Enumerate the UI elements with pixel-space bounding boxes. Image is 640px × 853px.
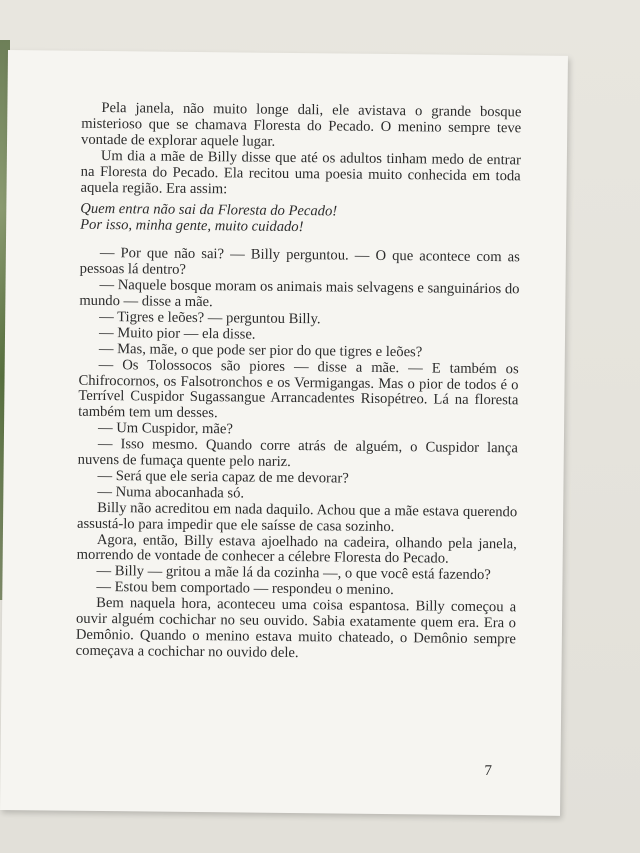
page-text <box>76 101 522 664</box>
paragraph: — Os Tolossocos são piores — disse a mãe. — E também os Chifrocornos, os Falsotronchos e os Vermigangas. Mas o pior de todos é o Terrível Cuspidor Sugassangue Arrancadentes Risopétreo. Lá na floresta também tem um desses. <box>78 356 519 422</box>
paragraph: — Naquele bosque moram os animais mais selvagens e sanguinários do mundo — disse a mãe. <box>79 277 520 311</box>
paragraph: Um dia a mãe de Billy disse que até os adultos tinham medo de entrar na Floresta do Pecado. Ela recitou uma poesia muito conhecida em toda aquela região. Era assim: <box>80 147 521 197</box>
poem <box>80 202 520 238</box>
poem-line: Por isso, minha gente, muito cuidado! <box>80 217 304 236</box>
paragraph: — Será que ele seria capaz de me devorar? <box>97 467 349 487</box>
paragraph: — Numa abocanhada só. <box>97 483 245 502</box>
poem-line: Quem entra não sai da Floresta do Pecado! <box>80 201 338 220</box>
paragraph: — Estou bem comportado — respondeu o menino. <box>96 579 394 599</box>
page-number: 7 <box>484 763 493 780</box>
paragraph: Billy não acreditou em nada daquilo. Achou que a mãe estava querendo assustá-lo para impedir que ele saísse de casa sozinho. <box>76 499 518 535</box>
paragraph: — Muito pior — ela disse. <box>98 324 256 343</box>
paragraph: — Um Cuspidor, mãe? <box>97 420 233 438</box>
paragraph: — Tigres e leões? — perguntou Billy. <box>99 308 321 328</box>
paragraph: Agora, então, Billy estava ajoelhado na cadeira, olhando pela janela, morrendo de vontade de conhecer a célebre Floresta do Pecado. <box>76 531 517 568</box>
paragraph: — Isso mesmo. Quando corre atrás de alguém, o Cuspidor lança nuvens de fumaça quente pelo nariz. <box>77 436 518 471</box>
paragraph: Pela janela, não muito longe dali, ele avistava o grande bosque misterioso que se chamava Floresta do Pecado. O menino sempre teve vontade de explorar aquele lugar. <box>80 99 522 150</box>
paragraph: — Mas, mãe, o que pode ser pior do que tigres e leões? <box>98 340 423 361</box>
paragraph: Bem naquela hora, aconteceu uma coisa espantosa. Billy começou a ouvir alguém cochichar no seu ouvido. Sabia exatamente quem era. Era o Demônio. Quando o menino estava muito chateado, o Demônio sempre começava a cochichar no ouvido dele. <box>75 595 517 661</box>
book-page <box>0 50 568 816</box>
paragraph: — Por que não sai? — Billy perguntou. — O que acontece com as pessoas lá dentro? <box>79 245 520 279</box>
paragraph: — Billy — gritou a mãe lá da cozinha —, o que você está fazendo? <box>96 563 491 584</box>
